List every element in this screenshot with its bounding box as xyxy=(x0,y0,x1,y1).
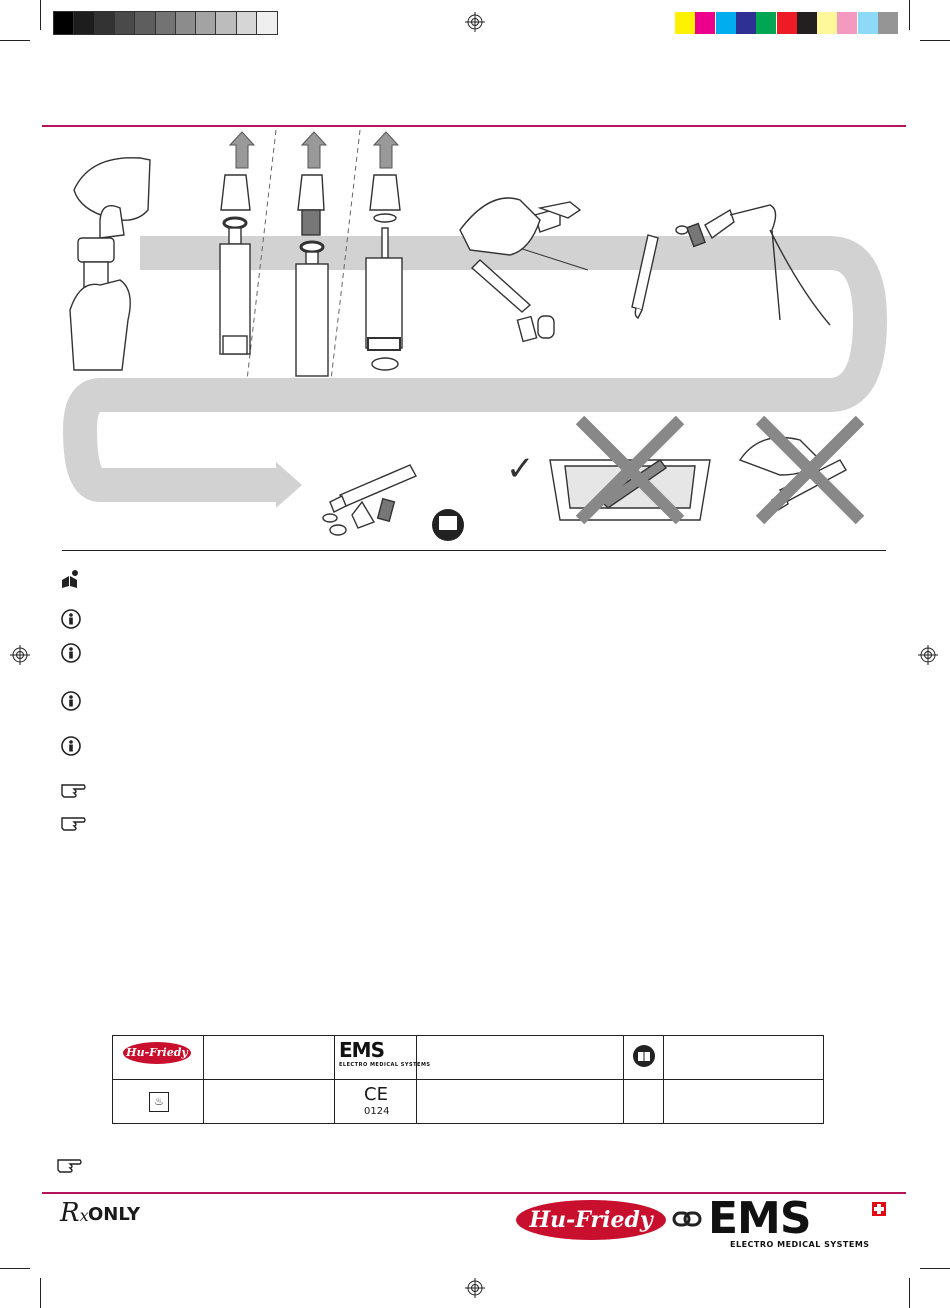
gray-swatch xyxy=(176,12,196,34)
process-swatch xyxy=(675,12,695,34)
crop-mark xyxy=(909,0,910,30)
pointing-hand-icon xyxy=(60,779,86,801)
gray-swatch xyxy=(156,12,176,34)
crop-mark xyxy=(920,40,950,41)
pointing-hand-icon xyxy=(60,812,86,834)
rx-only-label: ONLY xyxy=(88,1204,141,1225)
crop-mark xyxy=(40,1278,41,1308)
swiss-cross-icon xyxy=(872,1202,886,1216)
process-swatch xyxy=(817,12,837,34)
warning-icon xyxy=(60,735,86,757)
step-remove-cone-handpiece-2 xyxy=(296,175,328,376)
read-manual-icon xyxy=(632,1044,656,1068)
gray-swatch xyxy=(74,12,94,34)
gray-swatch xyxy=(54,12,74,34)
process-swatch xyxy=(858,12,878,34)
warning-icon xyxy=(60,608,86,630)
crop-mark xyxy=(920,1268,950,1269)
registration-mark xyxy=(10,645,30,665)
checkmark: ✓ xyxy=(506,449,535,489)
process-swatch xyxy=(837,12,857,34)
hu-friedy-logo: Hu-Friedy xyxy=(516,1200,666,1240)
step-unscrew-nose-cone xyxy=(70,158,150,370)
heat-symbol-icon: ♨ xyxy=(149,1092,169,1112)
process-swatch xyxy=(878,12,898,34)
crop-mark xyxy=(40,0,41,30)
removal-arrows xyxy=(230,132,398,168)
step-wipe-not-allowed xyxy=(740,420,860,520)
process-swatch xyxy=(777,12,797,34)
cleaning-procedure-illustration xyxy=(40,130,910,550)
gray-swatch xyxy=(216,12,236,34)
process-swatch xyxy=(736,12,756,34)
crop-mark xyxy=(909,1278,910,1308)
ce-mark: CE xyxy=(364,1084,388,1105)
ems-logo-subtitle: ELECTRO MEDICAL SYSTEMS xyxy=(339,1062,431,1068)
link-icon xyxy=(672,1210,702,1228)
step-remove-cone-handpiece-1 xyxy=(220,175,250,354)
flow-arrowhead xyxy=(276,462,302,508)
gray-swatch xyxy=(95,12,115,34)
warning-icon xyxy=(60,690,86,712)
step-remove-cone-handpiece-3 xyxy=(366,175,402,370)
step-immersion-not-allowed xyxy=(550,420,710,520)
ce-notified-body-number: 0124 xyxy=(364,1106,390,1117)
read-manual-icon xyxy=(60,568,86,590)
gray-swatch xyxy=(115,12,135,34)
process-swatch xyxy=(756,12,776,34)
crop-mark xyxy=(0,1268,30,1269)
registration-mark xyxy=(465,12,485,32)
section-rule xyxy=(62,550,886,551)
step-reassemble-parts xyxy=(323,465,416,535)
warning-icon xyxy=(60,642,86,664)
table-row-divider xyxy=(113,1079,823,1080)
gray-swatch xyxy=(237,12,257,34)
crop-mark xyxy=(0,40,30,41)
process-swatch xyxy=(797,12,817,34)
process-swatch xyxy=(716,12,736,34)
registration-mark xyxy=(465,1278,485,1298)
gray-swatch xyxy=(257,12,277,34)
registration-mark xyxy=(918,645,938,665)
process-swatch xyxy=(695,12,715,34)
gray-swatch xyxy=(135,12,155,34)
ems-logo: EMS xyxy=(708,1193,811,1244)
symbols-table xyxy=(112,1035,824,1124)
hu-friedy-logo: Hu-Friedy xyxy=(123,1042,191,1064)
read-manual-icon xyxy=(432,509,464,541)
rx-symbol: Rx xyxy=(60,1198,89,1228)
pointing-hand-icon xyxy=(56,1154,82,1176)
top-rule xyxy=(42,125,906,127)
ems-logo: EMS xyxy=(339,1038,384,1062)
gray-swatch xyxy=(196,12,216,34)
ems-tagline: ELECTRO MEDICAL SYSTEMS xyxy=(730,1240,870,1249)
